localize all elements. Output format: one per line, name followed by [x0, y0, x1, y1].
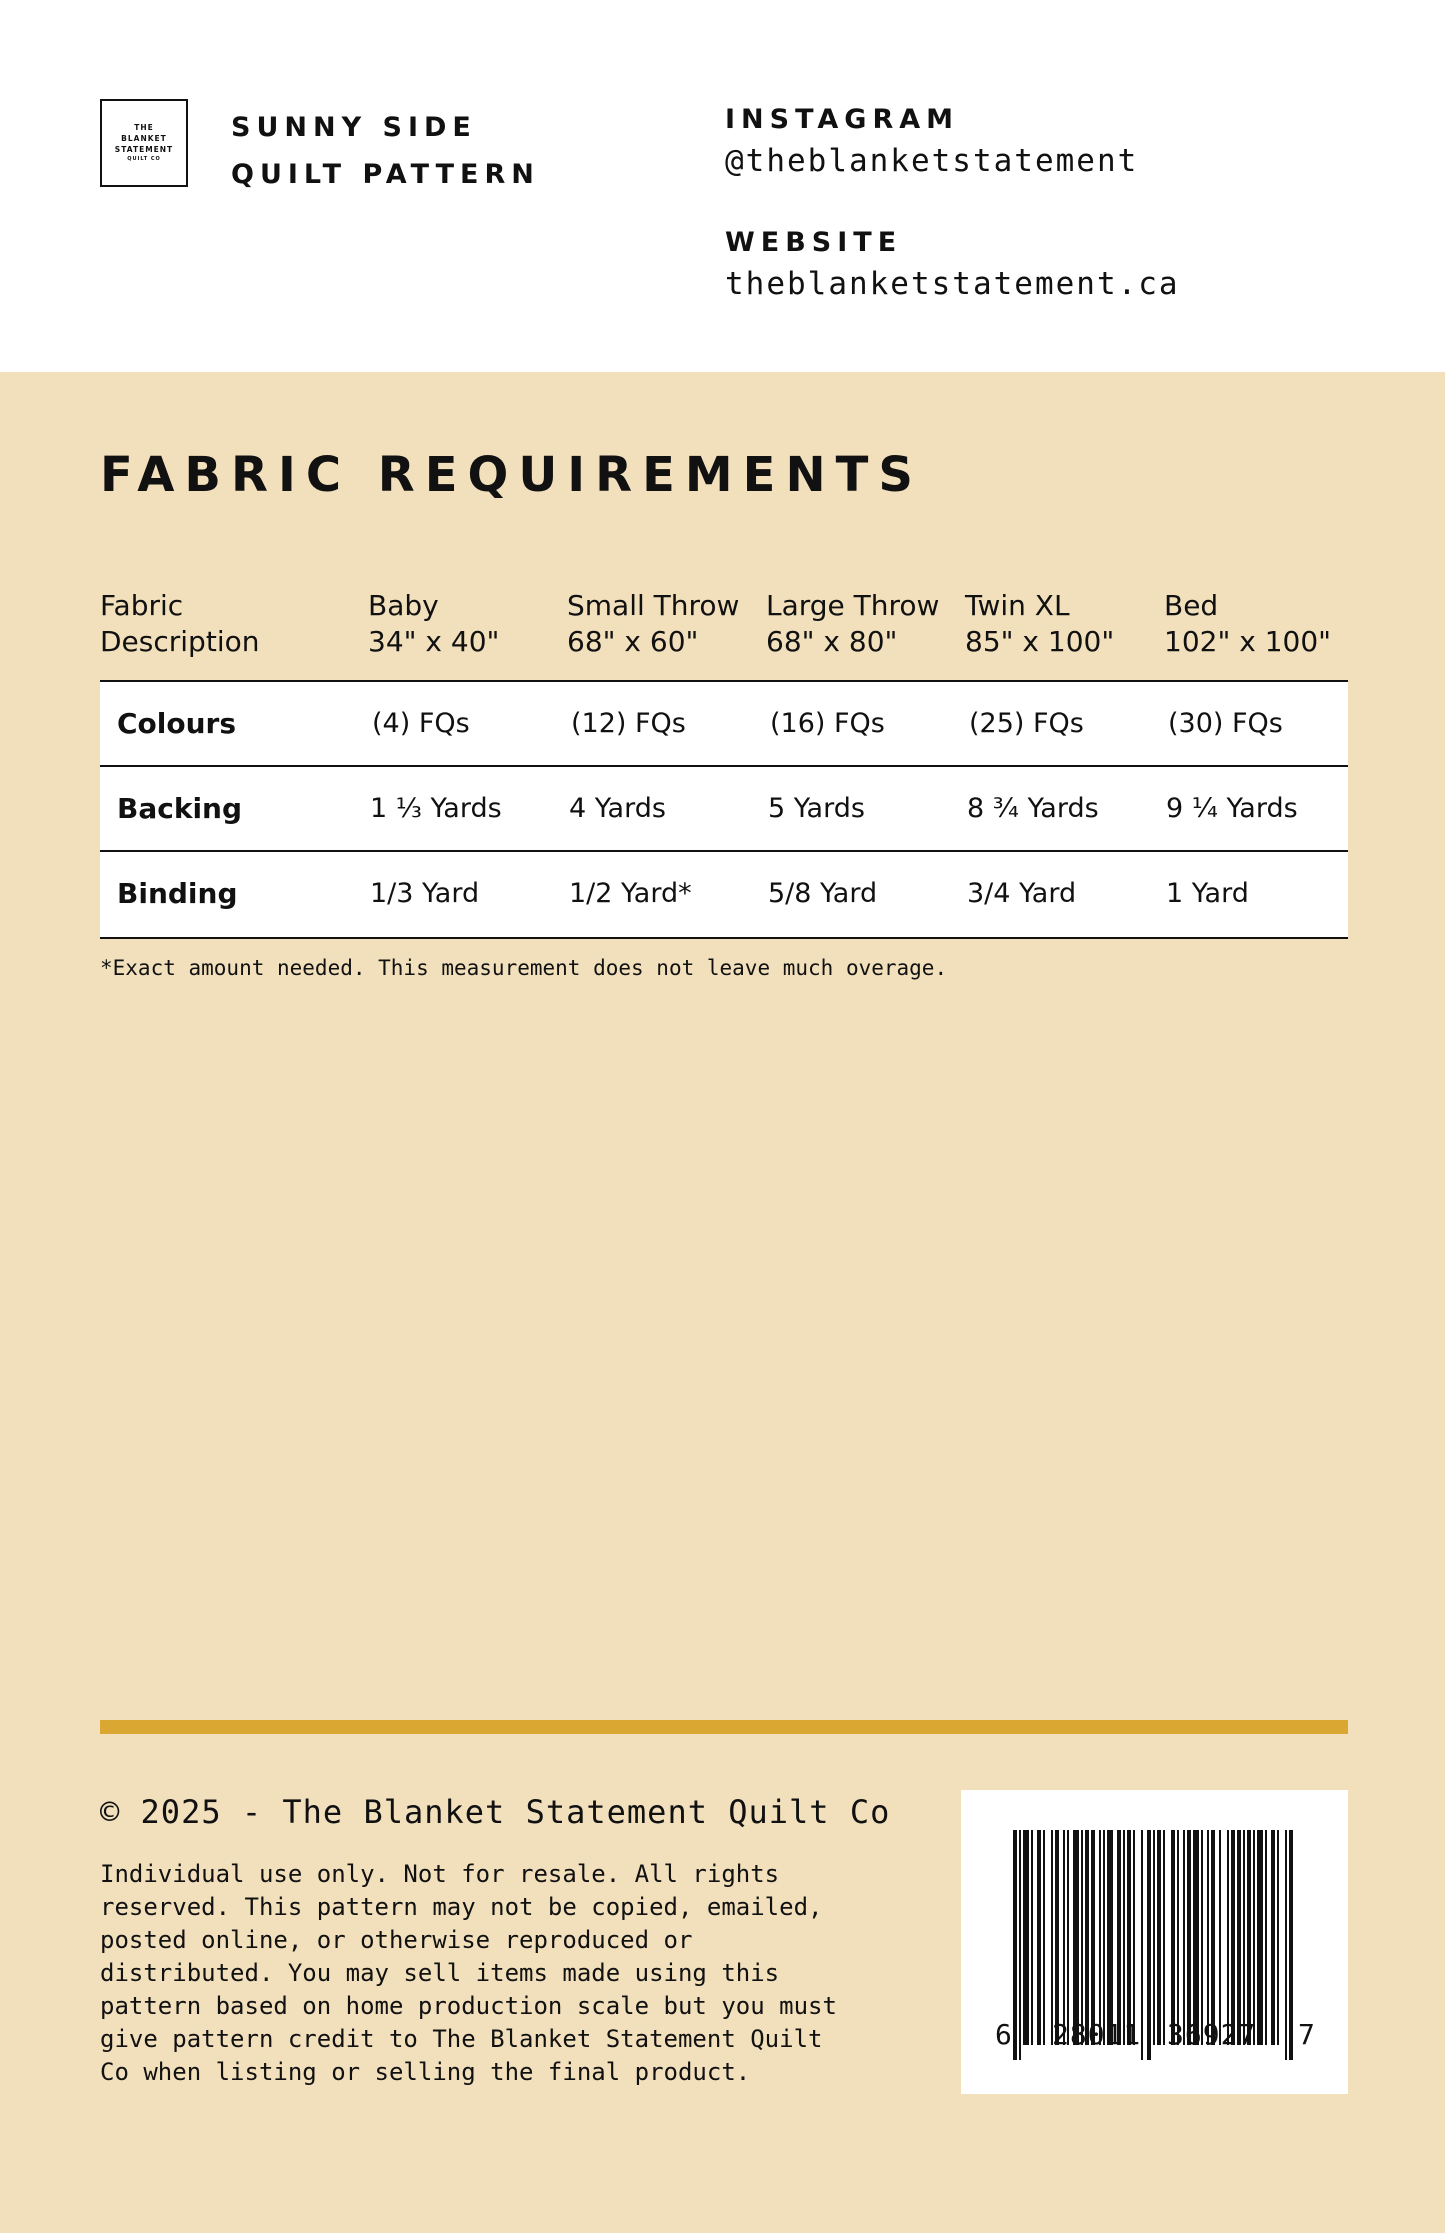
- barcode-bar: [1099, 1830, 1101, 2045]
- barcode-bar: [1227, 1830, 1229, 2045]
- accent-divider: [100, 1720, 1348, 1734]
- table-cell: 5 Yards: [768, 793, 865, 824]
- barcode-digits-right: 36927: [1167, 2018, 1257, 2051]
- barcode-bar: [1183, 1830, 1185, 2045]
- barcode-digit-first: 6: [995, 2018, 1013, 2051]
- table-cell: 3/4 Yard: [967, 878, 1077, 909]
- column-header-line: 34" x 40": [368, 625, 500, 658]
- barcode-bar: [1051, 1830, 1053, 2045]
- barcode-bar: [1271, 1830, 1275, 2045]
- logo-line: QUILT CO: [127, 156, 161, 162]
- barcode-bar: [1055, 1830, 1059, 2045]
- column-header-line: 68" x 80": [766, 625, 898, 658]
- column-header-line: Baby: [368, 589, 439, 622]
- table-cell: (16) FQs: [770, 708, 885, 739]
- pattern-name: [231, 104, 540, 198]
- pattern-name-line1: SUNNY SIDE: [231, 112, 477, 143]
- table-cell: 4 Yards: [569, 793, 666, 824]
- barcode-bar: [1231, 1830, 1235, 2045]
- logo-line: THE: [134, 123, 154, 132]
- barcode-bar: [1147, 1830, 1151, 2060]
- legal-line: give pattern credit to The Blanket Statement Quilt: [100, 2025, 823, 2053]
- barcode-bar: [1177, 1830, 1179, 2045]
- column-header-line: Large Throw: [766, 589, 940, 622]
- barcode-bar: [1043, 1830, 1045, 2045]
- barcode-bar: [1201, 1830, 1203, 2045]
- barcode-bar: [1289, 1830, 1293, 2060]
- column-header-line: Small Throw: [567, 589, 740, 622]
- column-header-line: 85" x 100": [965, 625, 1115, 658]
- table-cell: 1 ⅓ Yards: [370, 793, 502, 824]
- legal-line: reserved. This pattern may not be copied, emailed,: [100, 1893, 823, 1921]
- barcode-digit-last: 7: [1298, 2018, 1316, 2051]
- table-cell: (25) FQs: [969, 708, 1084, 739]
- legal-line: posted online, or otherwise reproduced or: [100, 1926, 693, 1954]
- barcode-bar: [1133, 1830, 1135, 2045]
- barcode-bar: [1081, 1830, 1083, 2045]
- table-row-colours: [100, 682, 1348, 765]
- section-title: FABRIC REQUIREMENTS: [100, 447, 923, 503]
- column-header-line: Bed: [1164, 589, 1219, 622]
- brand-logo: [100, 99, 188, 187]
- barcode-bar: [1091, 1830, 1095, 2045]
- barcode-bar: [1253, 1830, 1255, 2045]
- barcode-bar: [1187, 1830, 1191, 2045]
- barcode-bar: [1243, 1830, 1245, 2045]
- table-cell: 1/2 Yard*: [569, 878, 692, 909]
- barcode-bar: [1211, 1830, 1215, 2045]
- barcode-bar: [1067, 1830, 1069, 2045]
- barcode-bar: [1107, 1830, 1113, 2045]
- table-cell: 8 ¾ Yards: [967, 793, 1099, 824]
- barcode-bar: [1085, 1830, 1089, 2045]
- column-header-line: Description: [100, 625, 260, 658]
- barcode-bar: [1219, 1830, 1221, 2045]
- barcode-bar: [1257, 1830, 1263, 2045]
- legal-line: Individual use only. Not for resale. All rights: [100, 1860, 780, 1888]
- barcode-bar: [1247, 1830, 1251, 2045]
- barcode-digits-left: 28011: [1052, 2018, 1142, 2051]
- barcode-bar: [1153, 1830, 1155, 2045]
- barcode-bar: [1157, 1830, 1161, 2045]
- column-header-line: Fabric: [100, 589, 184, 622]
- barcode-bar: [1023, 1830, 1029, 2045]
- barcode-bar: [1073, 1830, 1079, 2045]
- barcode-bar: [1163, 1830, 1165, 2045]
- legal-notice: [100, 1858, 900, 2089]
- pattern-name-line2: QUILT PATTERN: [231, 159, 540, 190]
- table-cell: (12) FQs: [571, 708, 686, 739]
- barcode-bar: [1019, 1830, 1021, 2060]
- logo-line: STATEMENT: [114, 145, 174, 154]
- table-cell: 1/3 Yard: [370, 878, 480, 909]
- table-row-backing: [100, 765, 1348, 850]
- table-row-binding: [100, 850, 1348, 935]
- barcode-bar: [1037, 1830, 1041, 2045]
- barcode-bar: [1127, 1830, 1131, 2045]
- header: [0, 0, 1445, 372]
- instagram-label: INSTAGRAM: [725, 104, 960, 135]
- column-header-bed: [1164, 588, 1331, 660]
- footnote: *Exact amount needed. This measurement does not leave much overage.: [100, 956, 948, 980]
- barcode-bar: [1193, 1830, 1199, 2045]
- table-cell: 9 ¼ Yards: [1166, 793, 1298, 824]
- column-header-description: [100, 588, 259, 660]
- column-header-small-throw: [567, 588, 739, 660]
- barcode-bar: [1117, 1830, 1121, 2045]
- barcode-bar: [1237, 1830, 1241, 2045]
- legal-line: Co when listing or selling the final product.: [100, 2058, 751, 2086]
- instagram-handle[interactable]: @theblanketstatement: [725, 143, 1139, 179]
- column-header-line: 68" x 60": [567, 625, 699, 658]
- barcode: [961, 1790, 1348, 2094]
- barcode-bar: [1013, 1830, 1017, 2060]
- barcode-bar: [1277, 1830, 1279, 2045]
- table-cell: 1 Yard: [1166, 878, 1249, 909]
- column-header-line: 102" x 100": [1164, 625, 1332, 658]
- barcode-bar: [1207, 1830, 1209, 2045]
- row-label: Colours: [117, 707, 237, 740]
- barcode-bars-icon: [961, 1790, 1348, 2094]
- barcode-bar: [1103, 1830, 1105, 2045]
- logo-line: BLANKET: [121, 134, 167, 143]
- column-header-twin-xl: [965, 588, 1114, 660]
- barcode-bar: [1265, 1830, 1267, 2045]
- row-label: Backing: [117, 792, 243, 825]
- barcode-bar: [1063, 1830, 1065, 2045]
- table-cell: (4) FQs: [372, 708, 470, 739]
- column-header-line: Twin XL: [965, 589, 1070, 622]
- copyright-notice: © 2025 - The Blanket Statement Quilt Co: [100, 1793, 891, 1831]
- column-header-large-throw: [766, 588, 939, 660]
- barcode-bar: [1123, 1830, 1125, 2045]
- barcode-bar: [1031, 1830, 1033, 2045]
- legal-line: pattern based on home production scale but you must: [100, 1992, 837, 2020]
- fabric-table: [100, 680, 1348, 939]
- row-label: Binding: [117, 877, 238, 910]
- column-header-baby: [368, 588, 499, 660]
- barcode-bar: [1285, 1830, 1287, 2060]
- barcode-bar: [1171, 1830, 1175, 2045]
- table-cell: (30) FQs: [1168, 708, 1283, 739]
- table-cell: 5/8 Yard: [768, 878, 878, 909]
- barcode-bar: [1141, 1830, 1143, 2060]
- website-label: WEBSITE: [725, 227, 903, 258]
- legal-line: distributed. You may sell items made using this: [100, 1959, 780, 1987]
- website-link[interactable]: theblanketstatement.ca: [725, 266, 1180, 302]
